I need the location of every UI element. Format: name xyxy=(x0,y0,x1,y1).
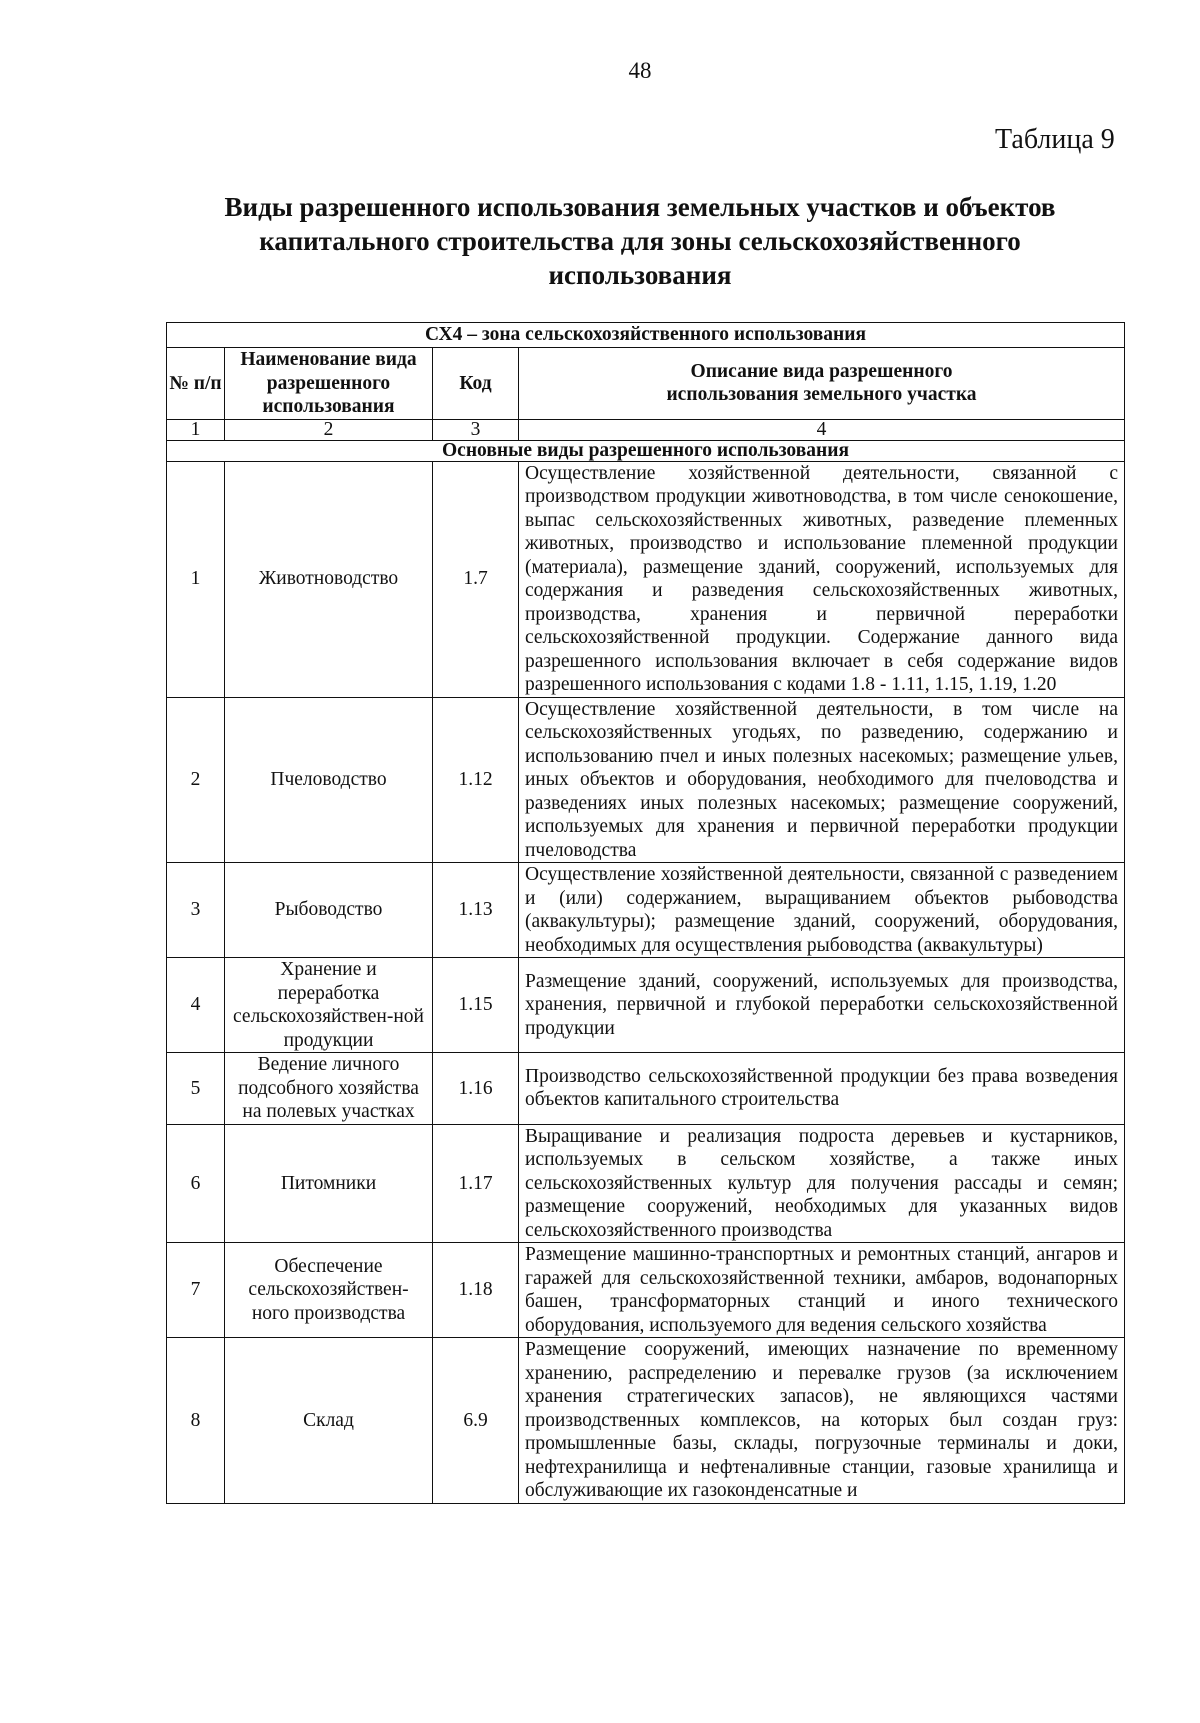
row-num: 5 xyxy=(167,1053,225,1125)
section-title: Основные виды разрешенного использования xyxy=(167,440,1125,461)
document-title xyxy=(130,190,1150,292)
title-line-1: Виды разрешенного использования земельных участков и объектов xyxy=(224,192,1056,222)
table-row xyxy=(167,1338,1125,1504)
row-name: Питомники xyxy=(225,1124,433,1243)
column-number: 3 xyxy=(433,419,519,440)
row-code: 1.18 xyxy=(433,1243,519,1338)
column-number: 1 xyxy=(167,419,225,440)
row-num: 2 xyxy=(167,697,225,863)
header-num: № п/п xyxy=(167,348,225,420)
row-name: Хранение и переработка сельскохозяйствен-ной продукции xyxy=(225,958,433,1053)
row-num: 8 xyxy=(167,1338,225,1504)
row-description: Осуществление хозяйственной деятельности, в том числе на сельскохозяйственных угодьях, по разведению, содержанию и использованию пчел и иных полезных насекомых; размещение ульев, иных объектов и оборудования, необходимого для пчеловодства и разведениях иных полезных насекомых; размещение сооружений, используемых для хранения и первичной переработки продукции пчеловодства xyxy=(519,697,1125,863)
row-name: Обеспечение сельскохозяйствен-ного производства xyxy=(225,1243,433,1338)
page-number: 48 xyxy=(628,58,652,83)
table-row xyxy=(167,958,1125,1053)
section-title-row xyxy=(167,440,1125,461)
row-code: 1.15 xyxy=(433,958,519,1053)
row-num: 4 xyxy=(167,958,225,1053)
column-number: 2 xyxy=(225,419,433,440)
row-num: 1 xyxy=(167,461,225,697)
row-name: Склад xyxy=(225,1338,433,1504)
zone-title-row xyxy=(167,323,1125,348)
table-row xyxy=(167,863,1125,958)
header-name: Наименование вида разрешенного использования xyxy=(225,348,433,420)
row-code: 1.13 xyxy=(433,863,519,958)
table-row xyxy=(167,1243,1125,1338)
row-description: Размещение зданий, сооружений, используемых для производства, хранения, первичной и глубокой переработки сельскохозяйственной продукции xyxy=(519,958,1125,1053)
row-name: Животноводство xyxy=(225,461,433,697)
title-line-2: капитального строительства для зоны сельскохозяйственного xyxy=(259,226,1021,256)
row-name: Рыбоводство xyxy=(225,863,433,958)
row-num: 3 xyxy=(167,863,225,958)
title-line-3: использования xyxy=(548,260,732,290)
header-code: Код xyxy=(433,348,519,420)
row-description: Осуществление хозяйственной деятельности, связанной с производством продукции животноводства, в том числе сенокошение, выпас сельскохозяйственных животных, разведение племенных животных, производство и использование племенной продукции (материала), размещение зданий, сооружений, используемых для содержания и разведения сельскохозяйственных животных, производства, хранения и первичной переработки сельскохозяйственной продукции. Содержание данного вида разрешенного использования включает в себя содержание видов разрешенного использования с кодами 1.8 - 1.11, 1.15, 1.19, 1.20 xyxy=(519,461,1125,697)
table-row xyxy=(167,1124,1125,1243)
row-num: 7 xyxy=(167,1243,225,1338)
row-code: 1.17 xyxy=(433,1124,519,1243)
row-code: 6.9 xyxy=(433,1338,519,1504)
row-name: Ведение личного подсобного хозяйства на полевых участках xyxy=(225,1053,433,1125)
column-number: 4 xyxy=(519,419,1125,440)
table-row xyxy=(167,461,1125,697)
row-description: Размещение сооружений, имеющих назначение по временному хранению, распределению и перевалке грузов (за исключением хранения стратегических запасов), не являющихся частями производственных комплексов, на которых был создан груз: промышленные базы, склады, погрузочные терминалы и доки, нефтехранилища и нефтеналивные станции, газовые хранилища и обслуживающие их газоконденсатные и xyxy=(519,1338,1125,1504)
row-name: Пчеловодство xyxy=(225,697,433,863)
table-row xyxy=(167,697,1125,863)
row-description: Производство сельскохозяйственной продукции без права возведения объектов капитального строительства xyxy=(519,1053,1125,1125)
row-code: 1.16 xyxy=(433,1053,519,1125)
row-code: 1.12 xyxy=(433,697,519,863)
row-description: Выращивание и реализация подроста деревьев и кустарников, используемых в сельском хозяйстве, а также иных сельскохозяйственных культур для получения рассады и семян; размещение сооружений, необходимых для указанных видов сельскохозяйственного производства xyxy=(519,1124,1125,1243)
row-code: 1.7 xyxy=(433,461,519,697)
header-row xyxy=(167,348,1125,420)
land-use-table xyxy=(166,322,1125,1504)
row-description: Осуществление хозяйственной деятельности, связанной с разведением и (или) содержанием, выращиванием объектов рыбоводства (аквакультуры); размещение зданий, сооружений, оборудования, необходимых для осуществления рыбоводства (аквакультуры) xyxy=(519,863,1125,958)
row-description: Размещение машинно-транспортных и ремонтных станций, ангаров и гаражей для сельскохозяйственной техники, амбаров, водонапорных башен, трансформаторных станций и иного технического оборудования, используемого для ведения сельского хозяйства xyxy=(519,1243,1125,1338)
row-num: 6 xyxy=(167,1124,225,1243)
table-row xyxy=(167,1053,1125,1125)
table-label: Таблица 9 xyxy=(995,124,1115,155)
header-description: Описание вида разрешенного использования земельного участка xyxy=(519,348,1125,420)
column-number-row xyxy=(167,419,1125,440)
zone-title: СХ4 – зона сельскохозяйственного использования xyxy=(167,323,1125,348)
